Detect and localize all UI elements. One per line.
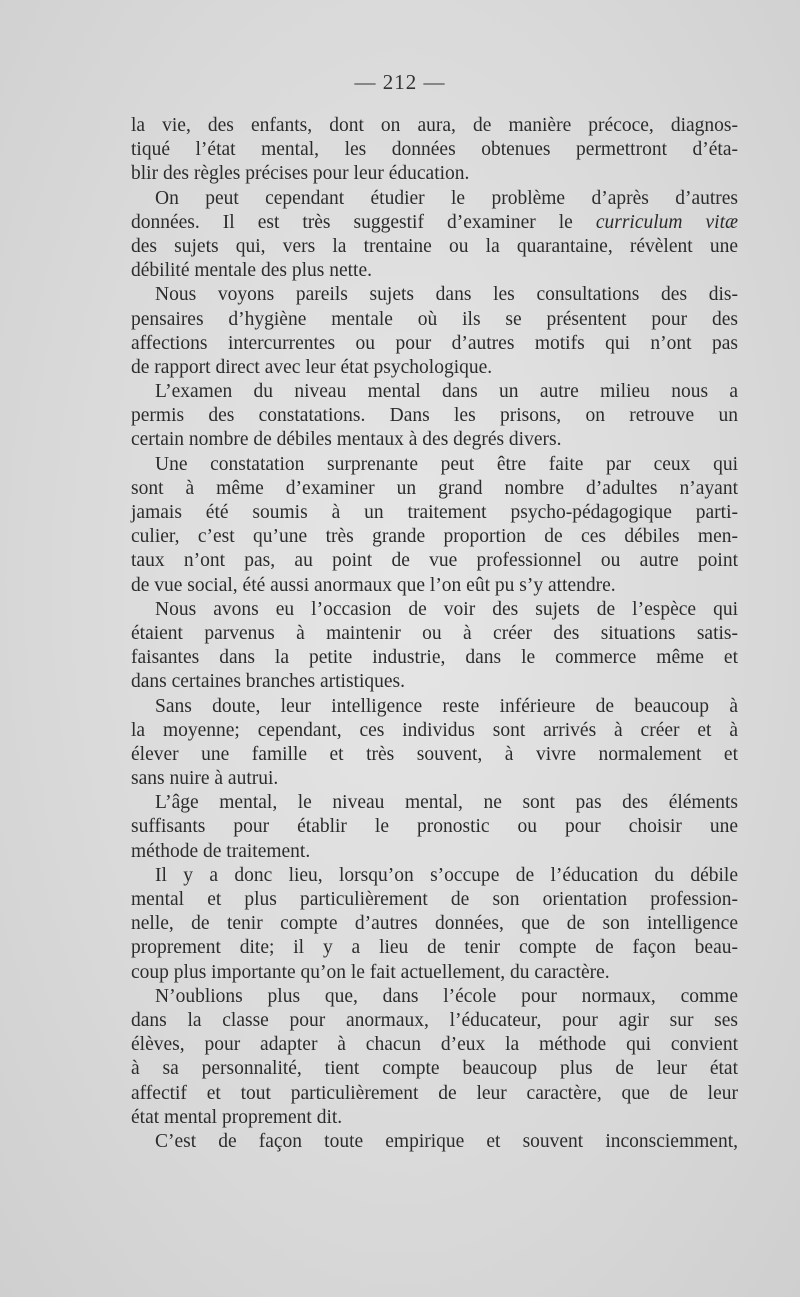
text-line: dans la classe pour anormaux, l’éducateur, pour agir sur ses bbox=[131, 1009, 738, 1031]
text-line: affectif et tout particulièrement de leur caractère, que de leur bbox=[131, 1082, 738, 1104]
text-line: taux n’ont pas, au point de vue professionnel ou autre point bbox=[131, 550, 738, 572]
text-line: nelle, de tenir compte d’autres données, que de son intelligence bbox=[131, 913, 738, 935]
text-line: coup plus importante qu’on le fait actuellement, du caractère. bbox=[131, 961, 610, 983]
text-line: de vue social, été aussi anormaux que l’on eût pu s’y attendre. bbox=[131, 574, 616, 596]
text-line: à sa personnalité, tient compte beaucoup plus de leur état bbox=[131, 1058, 738, 1080]
text-line: Il y a donc lieu, lorsqu’on s’occupe de l’éducation du débile bbox=[155, 864, 738, 886]
text-line: jamais été soumis à un traitement psycho-pédagogique parti- bbox=[131, 502, 738, 523]
text-line: élever une famille et très souvent, à vivre normalement et bbox=[131, 743, 738, 765]
text-line: élèves, pour adapter à chacun d’eux la méthode qui convient bbox=[131, 1034, 738, 1056]
text-line: faisantes dans la petite industrie, dans le commerce même et bbox=[131, 647, 738, 669]
text-line: Sans doute, leur intelligence reste inférieure de beaucoup à bbox=[155, 695, 738, 717]
text-line: la vie, des enfants, dont on aura, de manière précoce, diagnos- bbox=[131, 115, 738, 136]
text-line: suffisants pour établir le pronostic ou pour choisir une bbox=[131, 816, 738, 838]
text-line: tiqué l’état mental, les données obtenues permettront d’éta- bbox=[131, 139, 738, 161]
text-line: On peut cependant étudier le problème d’après d’autres bbox=[155, 187, 738, 209]
text-line: Nous voyons pareils sujets dans les consultations des dis- bbox=[155, 284, 738, 306]
text-line: étaient parvenus à maintenir ou à créer des situations satis- bbox=[131, 622, 738, 644]
text-line: certain nombre de débiles mentaux à des degrés divers. bbox=[131, 429, 562, 451]
text-line: permis des constatations. Dans les prisons, on retrouve un bbox=[131, 405, 738, 427]
text-line: de rapport direct avec leur état psychologique. bbox=[131, 356, 493, 378]
text-line: la moyenne; cependant, ces individus sont arrivés à créer et à bbox=[131, 719, 738, 741]
text-line: débilité mentale des plus nette. bbox=[131, 260, 372, 282]
text-line: des sujets qui, vers la trentaine ou la quarantaine, révèlent une bbox=[131, 235, 738, 257]
text-line: mental et plus particulièrement de son orientation profession- bbox=[131, 889, 738, 910]
text-line: affections intercurrentes ou pour d’autres motifs qui n’ont pas bbox=[131, 332, 738, 354]
text-line: blir des règles précises pour leur éducation. bbox=[131, 163, 470, 185]
body-text bbox=[131, 114, 738, 1154]
text-line: données. Il est très suggestif d’examiner le curriculum vitæ bbox=[131, 211, 738, 233]
text-line: sont à même d’examiner un grand nombre d’adultes n’ayant bbox=[131, 477, 738, 499]
text-line: L’examen du niveau mental dans un autre milieu nous a bbox=[155, 381, 738, 403]
text-line: L’âge mental, le niveau mental, ne sont pas des éléments bbox=[155, 792, 738, 814]
text-line: dans certaines branches artistiques. bbox=[131, 671, 405, 693]
text-line: N’oublions plus que, dans l’école pour normaux, comme bbox=[155, 985, 738, 1007]
text-line: Une constatation surprenante peut être faite par ceux qui bbox=[155, 453, 738, 475]
text-line: Nous avons eu l’occasion de voir des sujets de l’espèce qui bbox=[155, 598, 738, 620]
text-line: culier, c’est qu’une très grande proportion de ces débiles men- bbox=[131, 526, 738, 548]
text-line: proprement dite; il y a lieu de tenir compte de façon beau- bbox=[131, 937, 738, 959]
italic-term: curriculum vitæ bbox=[595, 211, 738, 233]
text-line: méthode de traitement. bbox=[131, 840, 311, 862]
text-line: pensaires d’hygiène mentale où ils se présentent pour des bbox=[131, 308, 738, 330]
text-line: sans nuire à autrui. bbox=[131, 768, 279, 790]
page-number: — 212 — bbox=[354, 70, 446, 94]
text-line: état mental proprement dit. bbox=[131, 1106, 343, 1128]
text-line: C’est de façon toute empirique et souvent inconsciemment, bbox=[155, 1130, 738, 1152]
